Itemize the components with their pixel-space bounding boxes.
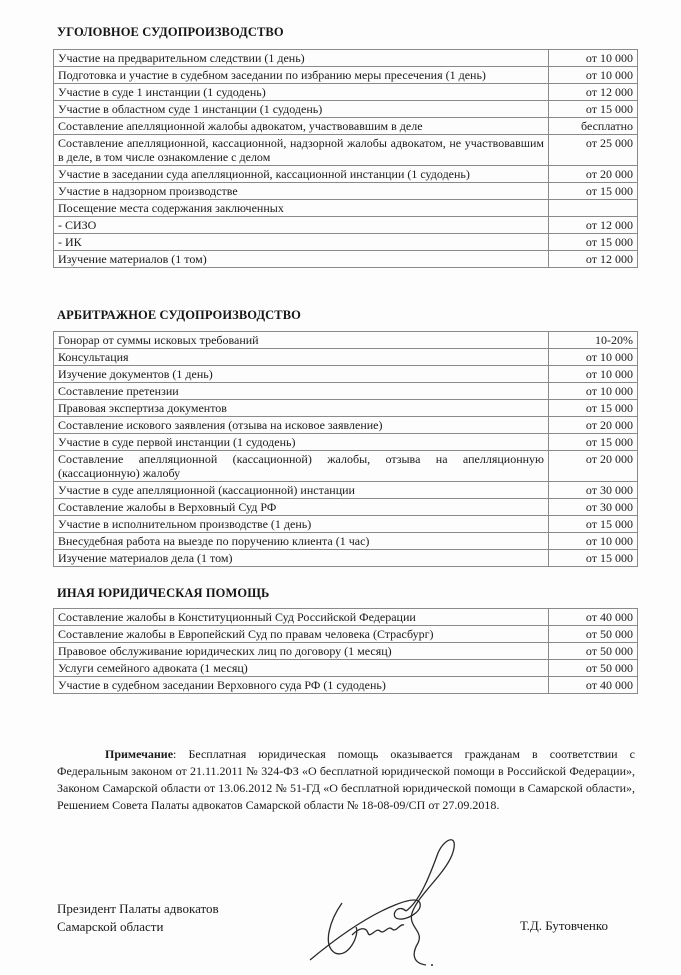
service-price: от 10 000 [549,50,638,67]
service-price: от 50 000 [549,626,638,643]
table-row [54,67,638,84]
table-row [54,550,638,567]
signatory-title-line1: Президент Палаты адвокатов [57,901,219,916]
table-row [54,417,638,434]
service-price: от 10 000 [549,349,638,366]
service-description: - СИЗО [54,217,549,234]
service-description: Участие в исполнительном производстве (1 день) [54,516,549,533]
price-table-other-legal-help [53,608,638,694]
service-price: от 15 000 [549,183,638,200]
service-price: от 20 000 [549,417,638,434]
table-row [54,482,638,499]
section-title-arbitration: АРБИТРАЖНОЕ СУДОПРОИЗВОДСТВО [57,308,302,322]
signatory-title-line2: Самарской области [57,919,164,934]
service-description: Правовая экспертиза документов [54,400,549,417]
service-description: Участие в надзорном производстве [54,183,549,200]
service-price: от 15 000 [549,550,638,567]
service-description: Посещение места содержания заключенных [54,200,549,217]
service-description: Изучение материалов дела (1 том) [54,550,549,567]
table-row [54,660,638,677]
service-price: от 10 000 [549,383,638,400]
service-price: от 20 000 [549,166,638,183]
service-description: Участие в судебном заседании Верховного суда РФ (1 судодень) [54,677,549,694]
table-row [54,451,638,482]
service-description: Составление апелляционной жалобы адвокатом, участвовавшим в деле [54,118,549,135]
table-row [54,383,638,400]
table-row [54,135,638,166]
table-row [54,118,638,135]
table-row [54,251,638,268]
service-description: Составление жалобы в Конституционный Суд Российской Федерации [54,609,549,626]
service-price: от 15 000 [549,234,638,251]
service-price: от 12 000 [549,84,638,101]
service-price: от 50 000 [549,643,638,660]
note-text: : Бесплатная юридическая помощь оказывается гражданам в соответствии с Федеральным законом от 21.11.2011 № 324-ФЗ «О бесплатной юридической помощи в Российской Федерации», Законом Самарской области от 13.06.2012 № 51-ГД «О бесплатной юридической помощи в Самарской области», Решением Совета Палаты адвокатов Самарской области № 18-08-09/СП от 27.09.2018. [57,747,635,812]
service-description: Составление искового заявления (отзыва на исковое заявление) [54,417,549,434]
section-title-other-legal-help: ИНАЯ ЮРИДИЧЕСКАЯ ПОМОЩЬ [57,586,270,600]
table-row [54,84,638,101]
table-row [54,499,638,516]
service-price: от 15 000 [549,434,638,451]
table-row [54,434,638,451]
table-row [54,609,638,626]
service-price: от 15 000 [549,101,638,118]
handwritten-signature-icon [300,835,460,975]
service-price: от 20 000 [549,451,638,482]
table-row [54,234,638,251]
price-table-arbitration [53,331,638,567]
service-description: Правовое обслуживание юридических лиц по договору (1 месяц) [54,643,549,660]
table-row [54,349,638,366]
table-row [54,50,638,67]
table-row [54,332,638,349]
table-row [54,200,638,217]
service-description: Участие в областном суде 1 инстанции (1 судодень) [54,101,549,118]
service-price: от 10 000 [549,67,638,84]
service-description: - ИК [54,234,549,251]
service-price: от 50 000 [549,660,638,677]
service-description: Участие в суде апелляционной (кассационной) инстанции [54,482,549,499]
table-row [54,183,638,200]
service-description: Составление апелляционной, кассационной, надзорной жалобы адвокатом, не участвовавшим в деле, в том числе ознакомление с делом [54,135,549,166]
service-description: Внесудебная работа на выезде по поручению клиента (1 час) [54,533,549,550]
note-label: Примечание [105,747,174,761]
service-description: Участие в суде 1 инстанции (1 судодень) [54,84,549,101]
service-price: от 15 000 [549,400,638,417]
service-description: Участие в заседании суда апелляционной, кассационной инстанции (1 судодень) [54,166,549,183]
table-row [54,516,638,533]
service-description: Составление жалобы в Европейский Суд по правам человека (Страсбург) [54,626,549,643]
service-price: от 30 000 [549,499,638,516]
table-row [54,101,638,118]
service-description: Составление жалобы в Верховный Суд РФ [54,499,549,516]
service-price: от 12 000 [549,217,638,234]
service-description: Услуги семейного адвоката (1 месяц) [54,660,549,677]
table-row [54,166,638,183]
service-price: от 10 000 [549,533,638,550]
service-price: от 10 000 [549,366,638,383]
service-price [549,200,638,217]
table-row [54,643,638,660]
service-description: Составление апелляционной (кассационной) жалобы, отзыва на апелляционную (кассационную) жалобу [54,451,549,482]
note-paragraph [57,746,635,814]
service-description: Участие в суде первой инстанции (1 судодень) [54,434,549,451]
service-price: бесплатно [549,118,638,135]
signatory-name: Т.Д. Бутовченко [520,918,608,933]
service-description: Подготовка и участие в судебном заседании по избранию меры пресечения (1 день) [54,67,549,84]
service-price: 10-20% [549,332,638,349]
service-description: Составление претензии [54,383,549,400]
service-price: от 12 000 [549,251,638,268]
signatory-title [57,900,219,936]
service-price: от 30 000 [549,482,638,499]
section-title-criminal: УГОЛОВНОЕ СУДОПРОИЗВОДСТВО [57,25,284,39]
table-row [54,366,638,383]
service-description: Участие на предварительном следствии (1 день) [54,50,549,67]
service-description: Изучение материалов (1 том) [54,251,549,268]
service-price: от 15 000 [549,516,638,533]
service-description: Консультация [54,349,549,366]
table-row [54,400,638,417]
service-price: от 40 000 [549,677,638,694]
service-description: Изучение документов (1 день) [54,366,549,383]
service-price: от 25 000 [549,135,638,166]
table-row [54,677,638,694]
service-price: от 40 000 [549,609,638,626]
service-description: Гонорар от суммы исковых требований [54,332,549,349]
table-row [54,533,638,550]
table-row [54,626,638,643]
price-table-criminal [53,49,638,268]
table-row [54,217,638,234]
